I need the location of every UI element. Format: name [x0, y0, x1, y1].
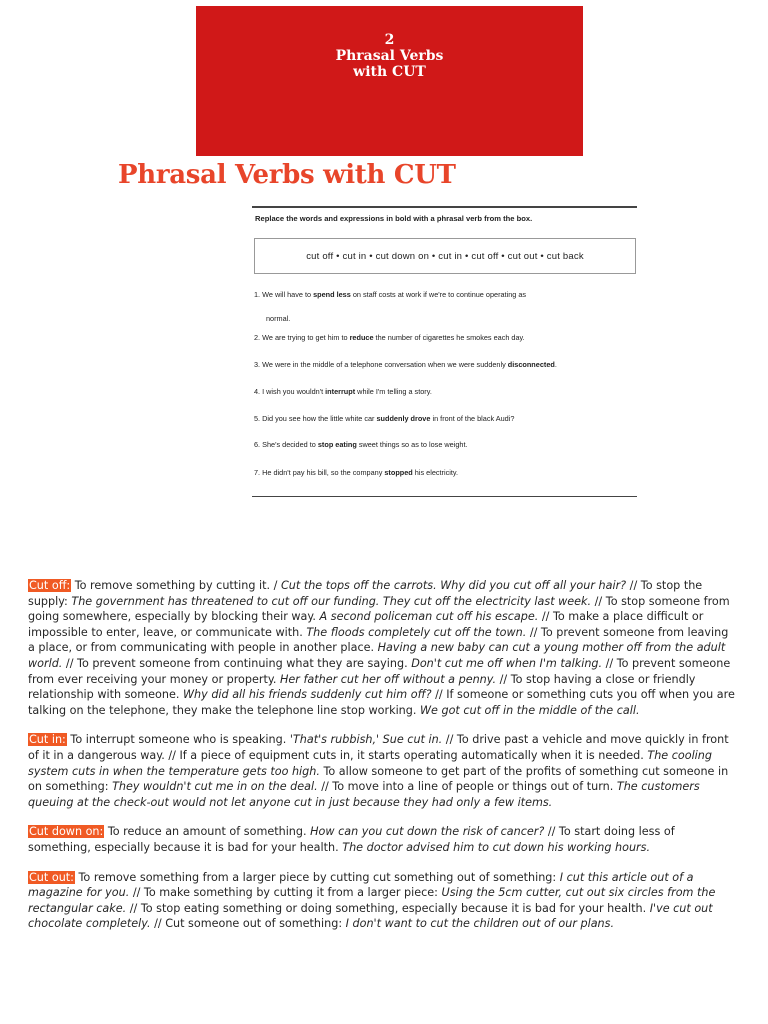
exercise-instruction: Replace the words and expressions in bold with a phrasal verb from the box. [255, 214, 533, 223]
definition-text: // To stop eating something or doing something, especially because it is bad for your health. [126, 901, 650, 915]
example-sentence: I don't want to cut the children out of our plans. [345, 917, 615, 931]
example-sentence: We got cut off in the middle of the call. [419, 703, 640, 717]
definition-text: // To prevent someone from ever receiving your money or property. [28, 656, 731, 686]
definition-text: // If someone or something cuts you off when you are talking on the telephone, they make the telephone line stop working. [28, 688, 735, 717]
definition-text: // To prevent someone from leaving a place, or from communicating with people in another place. [28, 625, 729, 655]
item-bold-phrase: interrupt [325, 387, 356, 396]
definition-text: // To prevent someone from continuing what they are saying. [62, 656, 412, 670]
exercise-item [254, 414, 514, 423]
item-bold-phrase: stopped [384, 468, 413, 477]
definition-text: To interrupt someone who is speaking. [66, 733, 290, 747]
definition-text: // To stop the supply: [28, 579, 703, 608]
definition-text: // To start doing less of something, especially because it is bad for your health. [28, 825, 675, 854]
example-sentence: Why did all his friends suddenly cut him off? [183, 688, 432, 702]
example-sentence: A second policeman cut off his escape. [319, 610, 539, 624]
word-box: cut off • cut in • cut down on • cut in • cut off • cut out • cut back [254, 238, 636, 274]
exercise-item [254, 333, 525, 342]
item-bold-phrase: spend less [313, 290, 351, 299]
example-sentence: Don't cut me off when I'm talking. [411, 656, 603, 670]
item-text: . [554, 360, 557, 369]
page-heading: Phrasal Verbs with CUT [118, 160, 456, 190]
example-sentence: I've cut out chocolate completely. [28, 901, 713, 931]
term-highlight: Cut down on: [29, 825, 104, 839]
example-sentence: Having a new baby can cut a young mother off from the adult world. [28, 641, 726, 670]
example-sentence: Using the 5cm cutter, cut out six circles from the rectangular cake. [28, 886, 716, 915]
term-highlight: Cut out: [29, 870, 74, 884]
definition-text: // To drive past a vehicle and move quickly in front of it in a dangerous way. // If a piece of equipment cuts in, it starts operating automatically when it is needed. [28, 733, 729, 762]
definition-text: To remove something by cutting it. / [71, 579, 281, 592]
item-bold-phrase: suddenly drove [376, 414, 431, 423]
item-bold-phrase: stop eating [317, 440, 357, 449]
banner-number: 2 [384, 32, 395, 48]
term-highlight: Cut in: [29, 733, 66, 747]
item-bold-phrase: disconnected [507, 360, 555, 369]
example-sentence: The floods completely cut off the town. [306, 625, 527, 639]
title-banner [196, 6, 583, 156]
banner-title-line2: with CUT [353, 64, 426, 80]
exercise-item [254, 360, 557, 369]
example-sentence: Cut the tops off the carrots. Why did you cut off all your hair? [280, 579, 627, 592]
item-text: 1. We will have to [254, 290, 314, 299]
item-text: normal. [266, 314, 291, 323]
term-highlight: Cut off: [29, 579, 71, 592]
definition-text: // To stop someone from going somewhere, especially by blocking their way. [28, 594, 730, 624]
example-sentence: The government has threatened to cut off our funding. They cut off the electricity last week. [71, 594, 592, 608]
banner-title-line1: Phrasal Verbs [335, 48, 444, 64]
item-text: 5. Did you see how the little white car [254, 414, 377, 423]
definition-text: To remove something from a larger piece by cutting cut something out of something: [74, 870, 560, 884]
exercise-item [254, 440, 468, 449]
item-text: 7. He didn't pay his bill, so the company [254, 468, 385, 477]
item-bold-phrase: reduce [349, 333, 374, 342]
exercise-item [254, 387, 432, 396]
definition-text: // To stop having a close or friendly relationship with someone. [28, 672, 696, 702]
item-text: while I'm telling a story. [355, 387, 432, 396]
definition-paragraph [28, 732, 736, 810]
item-text: 2. We are trying to get him to [254, 333, 350, 342]
definition-paragraph [28, 824, 736, 855]
item-text: 3. We were in the middle of a telephone conversation when we were suddenly [254, 360, 508, 369]
exercise-top-rule [252, 206, 637, 208]
definitions [28, 578, 736, 932]
example-sentence: The doctor advised him to cut down his working hours. [342, 840, 651, 854]
item-text: on staff costs at work if we're to continue operating as [350, 290, 527, 299]
example-sentence: I cut this article out of a magazine for you. [28, 870, 694, 900]
definition-text: // Cut someone out of something: [150, 917, 346, 931]
definition-paragraph [28, 578, 736, 718]
exercise-bottom-rule [252, 496, 637, 497]
definition-text: // To move into a line of people or things out of turn. [317, 780, 617, 794]
item-text: his electricity. [412, 468, 459, 477]
exercise-item [266, 314, 290, 323]
exercise-item [254, 468, 458, 477]
item-text: the number of cigarettes he smokes each day. [373, 333, 525, 342]
example-sentence: The cooling system cuts in when the temperature gets too high. [28, 748, 712, 778]
example-sentence: Her father cut her off without a penny. [280, 672, 497, 686]
example-sentence: How can you cut down the risk of cancer? [310, 825, 545, 839]
exercise-item [254, 290, 526, 299]
item-text: sweet things so as to lose weight. [356, 440, 468, 449]
item-text: 6. She's decided to [254, 440, 318, 449]
item-text: 4. I wish you wouldn't [254, 387, 326, 396]
example-sentence: The customers queuing at the check-out would not let anyone cut in just because they had only a few items. [28, 780, 700, 809]
item-text: in front of the black Audi? [430, 414, 515, 423]
example-sentence: 'That's rubbish,' Sue cut in. [289, 733, 443, 747]
definition-paragraph [28, 870, 736, 932]
example-sentence: They wouldn't cut me in on the deal. [112, 780, 318, 794]
definition-text: To reduce an amount of something. [104, 825, 311, 839]
definition-text: // To make a place difficult or impossible to enter, leave, or communicate with. [28, 610, 704, 639]
definition-text: To allow someone to get part of the profits of something cut someone in on something: [28, 764, 729, 794]
definition-text: // To make something by cutting it from a larger piece: [129, 886, 442, 900]
